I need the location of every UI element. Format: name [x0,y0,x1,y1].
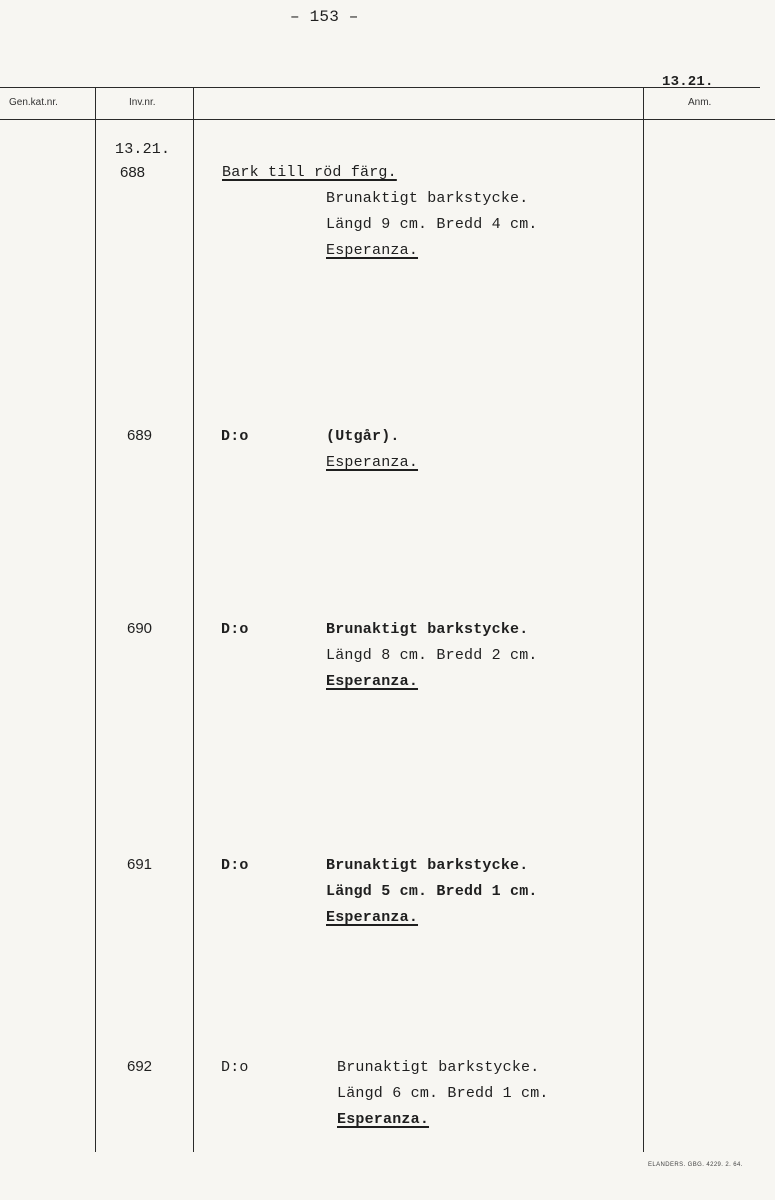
inv-nr-689: 689 [127,427,153,444]
entry-691-origin: Esperanza. [326,909,419,926]
entry-692-line-1: Brunaktigt barkstycke. [337,1059,540,1076]
entry-688-title: Bark till röd färg. [222,164,397,181]
inv-nr-690: 690 [127,620,153,637]
entry-689-origin: Esperanza. [326,454,419,471]
header-inv-nr: Inv.nr. [129,97,156,108]
entry-688-line-1: Brunaktigt barkstycke. [326,190,529,207]
entry-688-line-2: Längd 9 cm. Bredd 4 cm. [326,216,538,233]
entry-690-ditto: D:o [221,621,249,638]
entry-689-ditto: D:o [221,428,249,445]
header-bottom-rule [0,119,775,120]
column-divider-1 [95,87,96,1152]
column-divider-2 [193,87,194,1152]
header-top-rule [0,87,760,88]
entry-692-origin: Esperanza. [337,1111,430,1128]
entry-691-line-1: Brunaktigt barkstycke. [326,857,529,874]
entry-692-line-2: Längd 6 cm. Bredd 1 cm. [337,1085,549,1102]
page-number: – 153 – [290,8,359,26]
entry-691-line-2: Längd 5 cm. Bredd 1 cm. [326,883,538,900]
header-anm: Anm. [688,97,712,108]
entry-689-line-1: (Utgår). [326,428,400,445]
inv-nr-692: 692 [127,1058,153,1075]
printer-mark: ELANDERS. GBG. 4229. 2. 64. [648,1162,743,1168]
header-gen-kat-nr: Gen.kat.nr. [9,97,58,108]
corner-class-code: 13.21. [662,74,714,90]
inv-nr-691: 691 [127,856,153,873]
column-divider-3 [643,87,644,1152]
inv-nr-688: 688 [120,164,146,181]
entry-691-ditto: D:o [221,857,249,874]
entry-690-line-2: Längd 8 cm. Bredd 2 cm. [326,647,538,664]
entry-690-line-1: Brunaktigt barkstycke. [326,621,529,638]
group-code: 13.21. [115,141,171,158]
entry-692-ditto: D:o [221,1059,249,1076]
entry-688-origin: Esperanza. [326,242,419,259]
entry-690-origin: Esperanza. [326,673,419,690]
